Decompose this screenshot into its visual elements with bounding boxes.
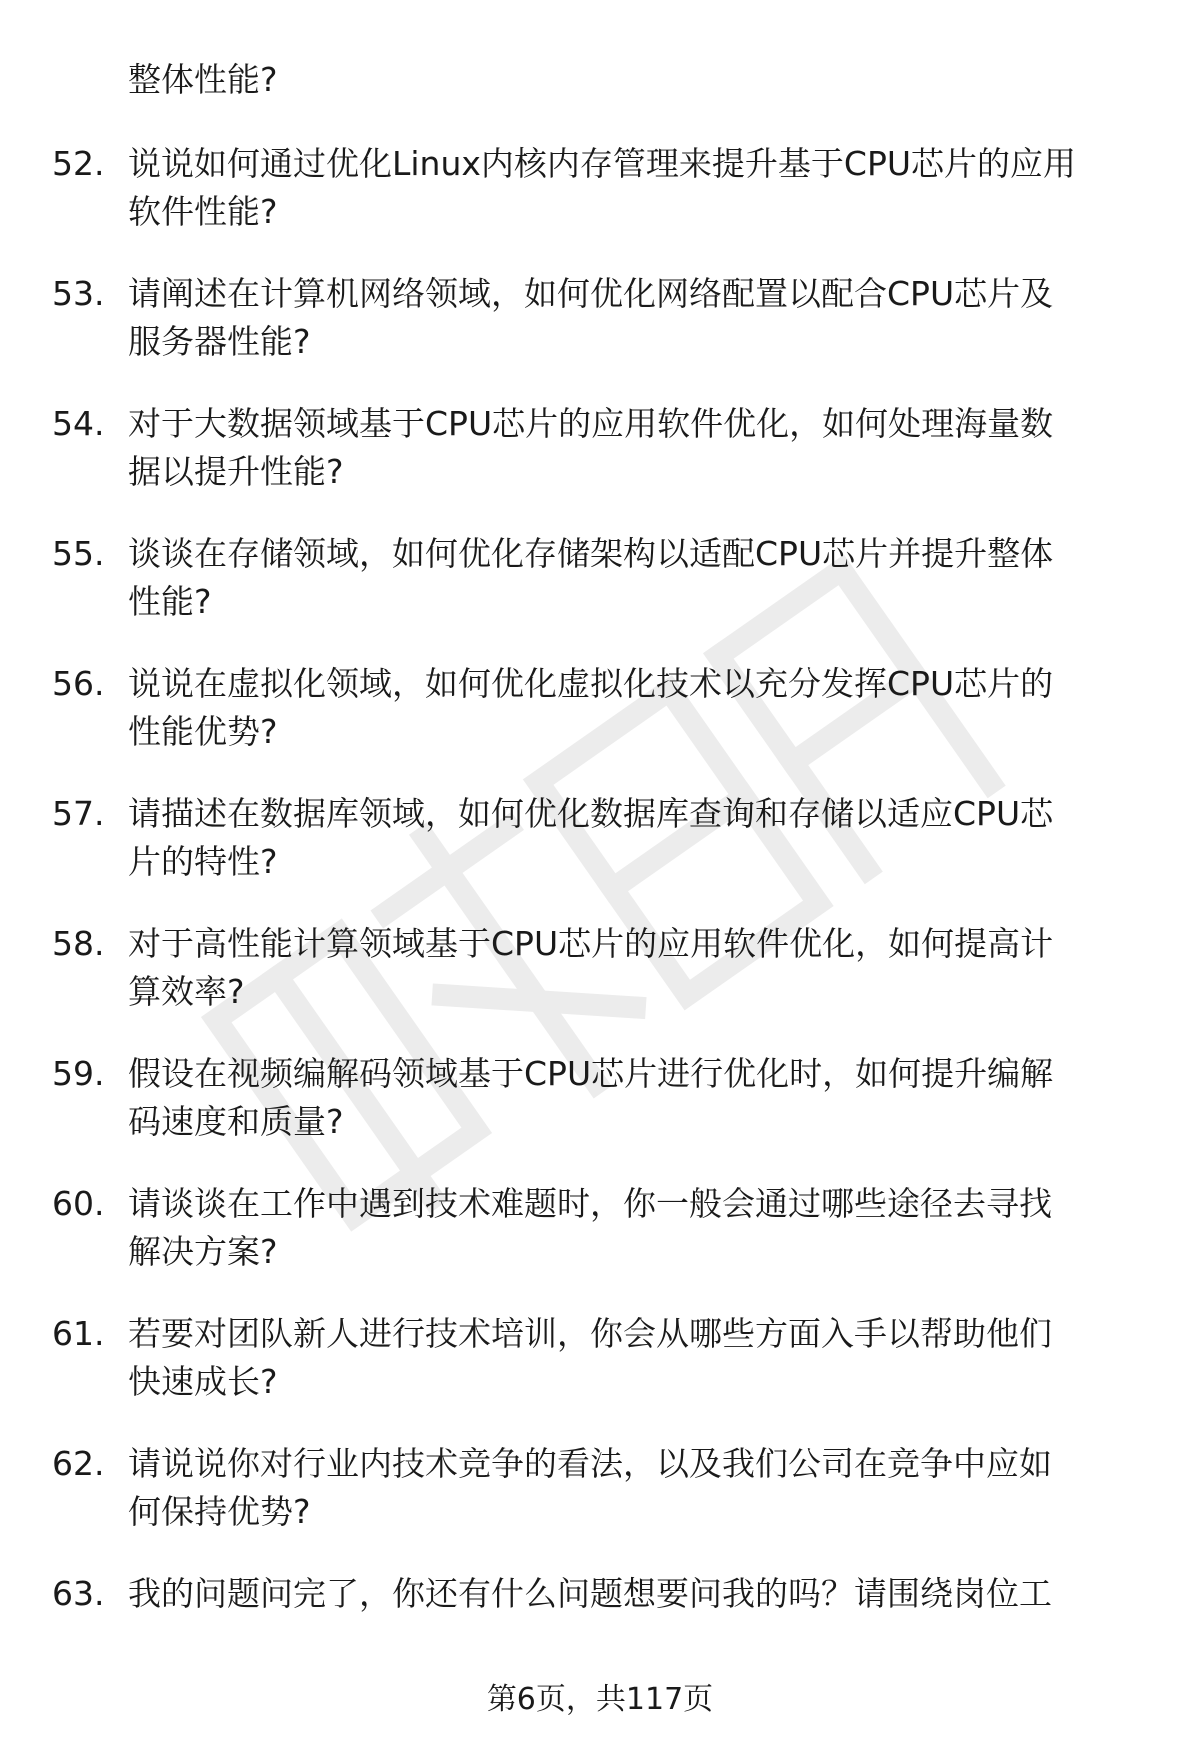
question-item xyxy=(0,140,1200,270)
question-item xyxy=(0,1310,1200,1440)
question-text-line-2: 算效率? xyxy=(128,972,245,1011)
question-item xyxy=(0,1180,1200,1310)
question-number: 53. xyxy=(52,274,105,313)
question-item xyxy=(0,660,1200,790)
question-text-line-1: 假设在视频编解码领域基于CPU芯片进行优化时，如何提升编解 xyxy=(128,1054,1054,1093)
question-number: 57. xyxy=(52,794,105,833)
question-number: 60. xyxy=(52,1184,105,1223)
question-number: 62. xyxy=(52,1444,105,1483)
question-item xyxy=(0,270,1200,400)
page-footer: 第6页，共117页 xyxy=(486,1682,714,1717)
question-text-line-1: 我的问题问完了，你还有什么问题想要问我的吗？请围绕岗位工 xyxy=(128,1574,1052,1613)
question-number: 55. xyxy=(52,534,105,573)
question-text-line-1: 请阐述在计算机网络领域，如何优化网络配置以配合CPU芯片及 xyxy=(128,274,1054,313)
question-number: 59. xyxy=(52,1054,105,1093)
question-text-line-1: 对于大数据领域基于CPU芯片的应用软件优化，如何处理海量数 xyxy=(128,404,1054,443)
question-number: 56. xyxy=(52,664,105,703)
question-text-line-1: 请说说你对行业内技术竞争的看法，以及我们公司在竞争中应如 xyxy=(128,1444,1052,1483)
question-number: 54. xyxy=(52,404,105,443)
question-text-line-1: 请谈谈在工作中遇到技术难题时，你一般会通过哪些途径去寻找 xyxy=(128,1184,1052,1223)
question-text-line-2: 快速成长? xyxy=(128,1362,278,1401)
question-number: 63. xyxy=(52,1574,105,1613)
question-text-line-2: 性能优势? xyxy=(128,712,278,751)
question-item xyxy=(0,400,1200,530)
question-text-line-2: 何保持优势? xyxy=(128,1492,311,1531)
question-text-line-1: 谈谈在存储领域，如何优化存储架构以适配CPU芯片并提升整体 xyxy=(128,534,1054,573)
question-number: 61. xyxy=(52,1314,105,1353)
question-item xyxy=(0,920,1200,1050)
question-text-line-2: 片的特性? xyxy=(128,842,278,881)
question-item xyxy=(0,530,1200,660)
question-number: 52. xyxy=(52,144,105,183)
question-text-line-2: 服务器性能? xyxy=(128,322,311,361)
question-text-line-1: 对于高性能计算领域基于CPU芯片的应用软件优化，如何提高计 xyxy=(128,924,1054,963)
question-text-line-1: 说说在虚拟化领域，如何优化虚拟化技术以充分发挥CPU芯片的 xyxy=(128,664,1054,703)
question-list xyxy=(0,140,1200,1700)
question-text-line-2: 据以提升性能? xyxy=(128,452,344,491)
question-text-line-2: 性能? xyxy=(128,582,212,621)
question-item xyxy=(0,1050,1200,1180)
question-item xyxy=(0,790,1200,920)
question-text-line-2: 码速度和质量? xyxy=(128,1102,344,1141)
question-number: 58. xyxy=(52,924,105,963)
continued-question-tail: 整体性能? xyxy=(128,60,278,99)
question-text-line-1: 请描述在数据库领域，如何优化数据库查询和存储以适应CPU芯 xyxy=(128,794,1054,833)
question-text-line-2: 软件性能? xyxy=(128,192,278,231)
question-text-line-1: 若要对团队新人进行技术培训，你会从哪些方面入手以帮助他们 xyxy=(128,1314,1052,1353)
question-text-line-2: 解决方案? xyxy=(128,1232,278,1271)
question-item xyxy=(0,1440,1200,1570)
question-text-line-1: 说说如何通过优化Linux内核内存管理来提升基于CPU芯片的应用 xyxy=(128,144,1077,183)
